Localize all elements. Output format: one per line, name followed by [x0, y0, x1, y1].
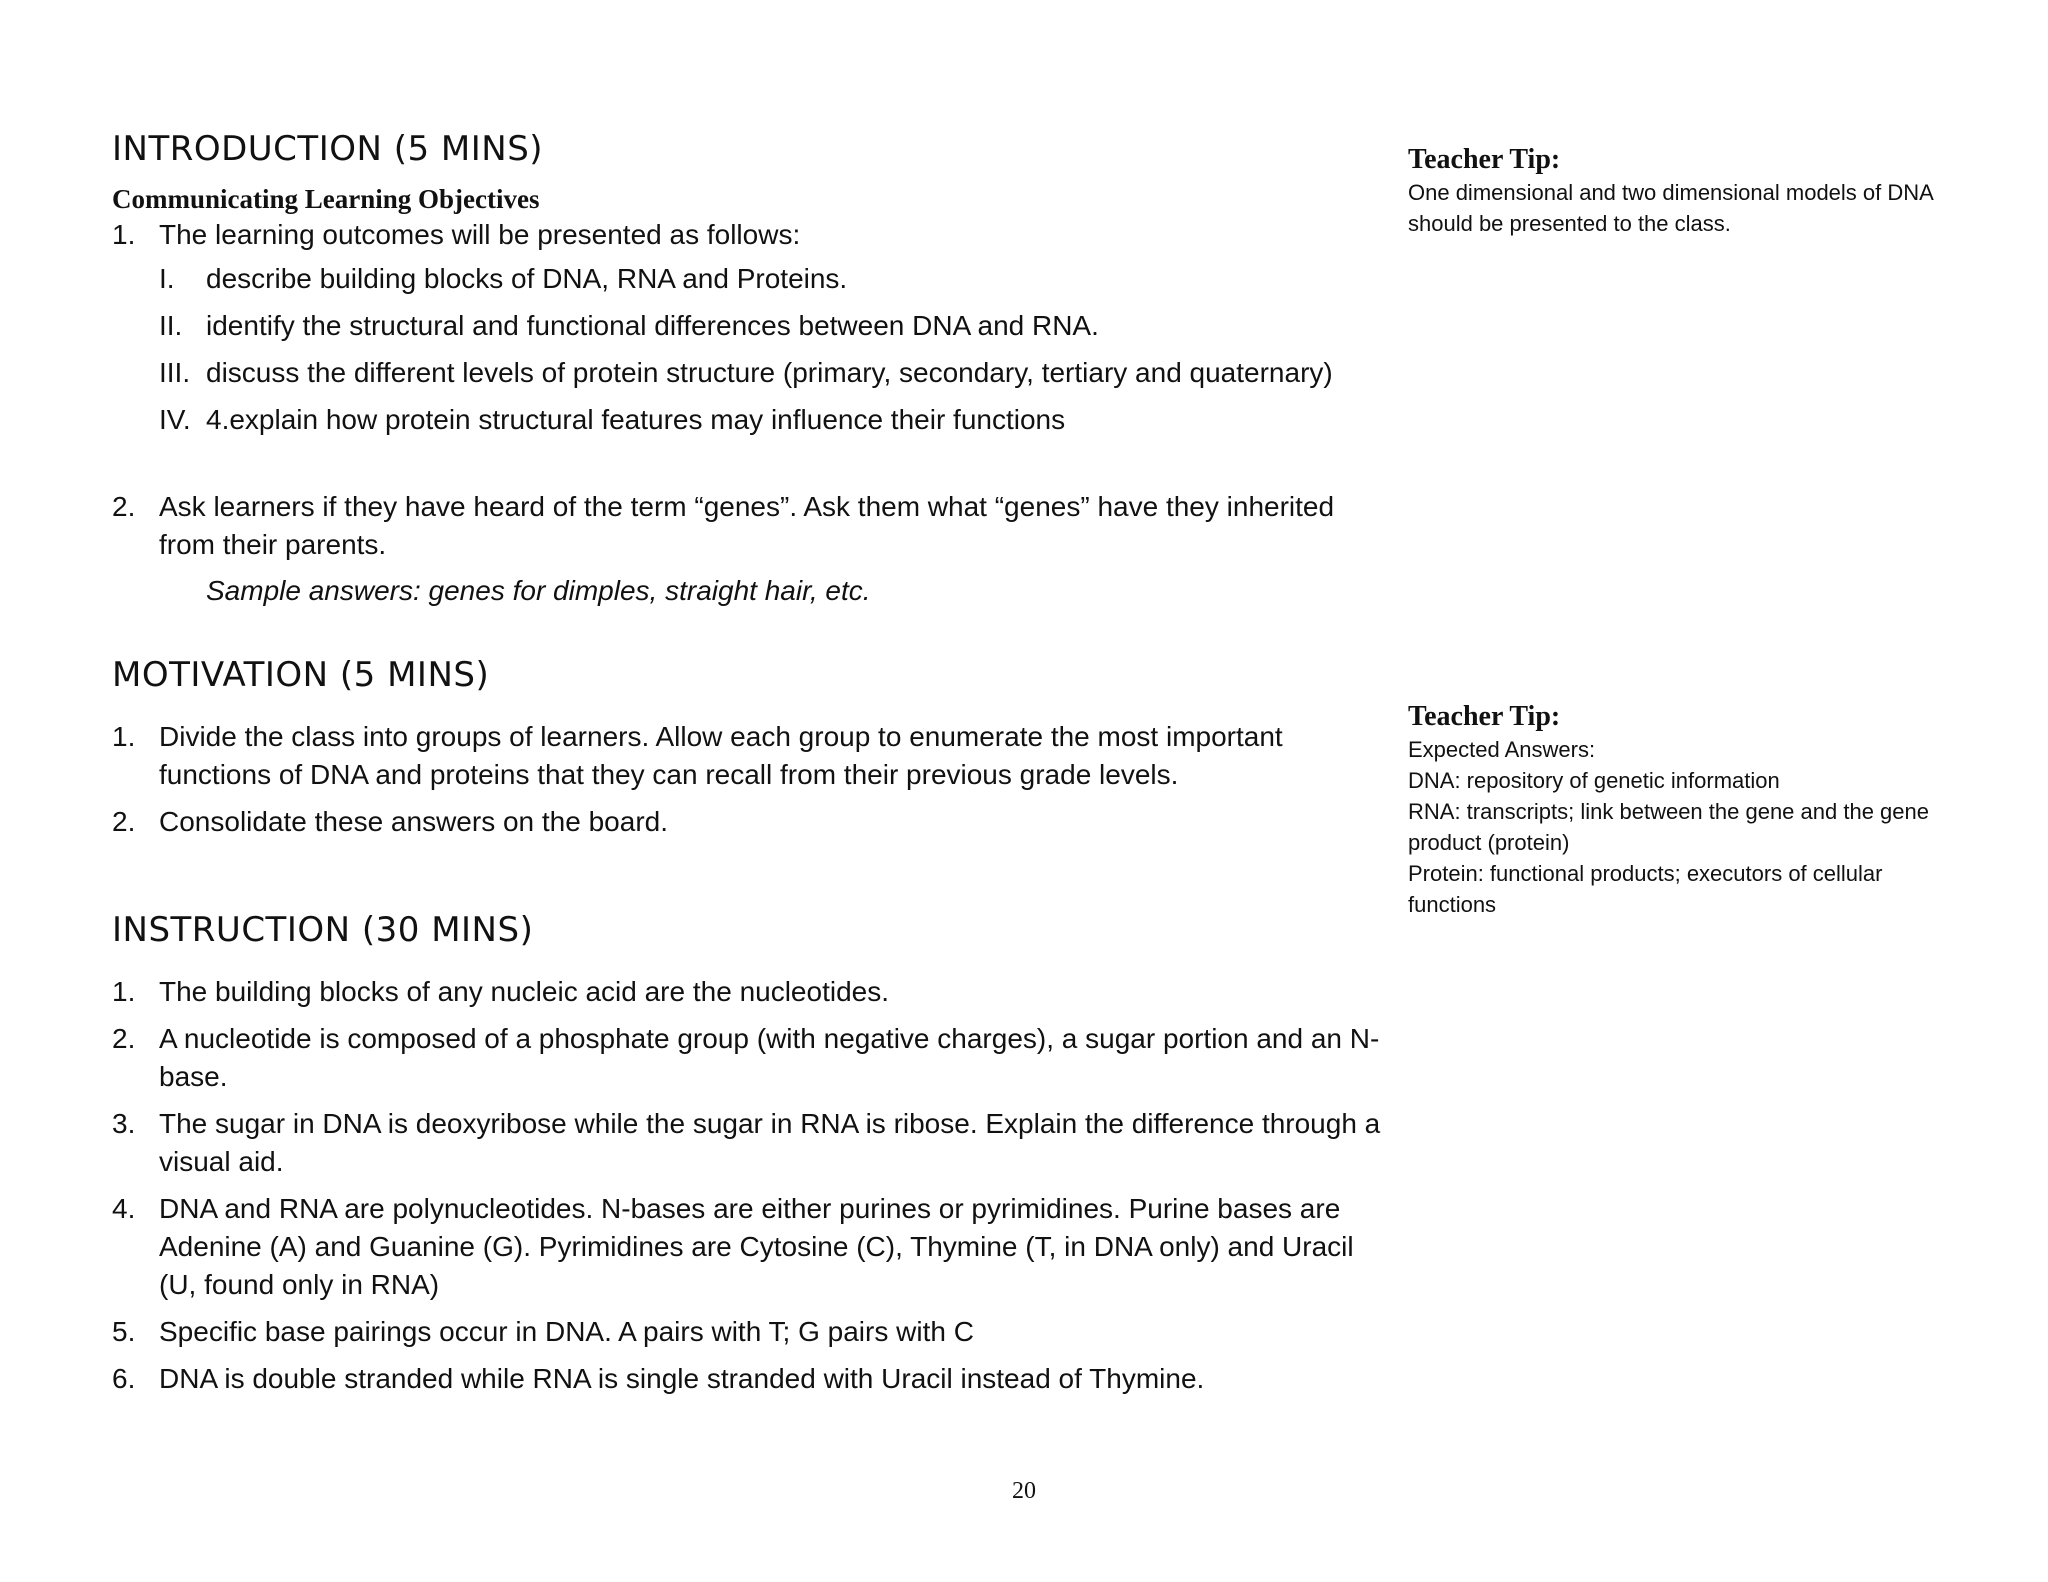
list-text: The sugar in DNA is deoxyribose while the sugar in RNA is ribose. Explain the difference through a visual aid. [159, 1108, 1381, 1177]
teacher-tip-box [1408, 143, 1948, 239]
list-item [112, 1020, 1382, 1096]
list-item [112, 1190, 1382, 1304]
objective-text: identify the structural and functional differences between DNA and RNA. [206, 310, 1099, 341]
spacer [112, 1096, 1382, 1105]
spacer [112, 951, 1382, 973]
objective-text: 4.explain how protein structural features may influence their functions [206, 404, 1066, 435]
spacer [112, 1011, 1382, 1020]
motivation-heading: MOTIVATION (5 MINS) [112, 655, 490, 695]
teacher-tip-line: One dimensional and two dimensional models of DNA should be presented to the class. [1408, 180, 1933, 236]
list-text: Specific base pairings occur in DNA. A pairs with T; G pairs with C [159, 1316, 974, 1347]
objective-text: describe building blocks of DNA, RNA and Proteins. [206, 263, 848, 294]
list-number: 1. [112, 976, 136, 1007]
objective-number: I. [159, 263, 175, 294]
list-number: 2. [112, 491, 136, 522]
list-text: The building blocks of any nucleic acid are the nucleotides. [159, 976, 889, 1007]
spacer [112, 1351, 1382, 1360]
objective-item [159, 401, 1382, 439]
list-text: Consolidate these answers on the board. [159, 806, 668, 837]
objective-number: IV. [159, 404, 191, 435]
list-item [112, 803, 1382, 841]
teacher-tip-line: Protein: functional products; executors of cellular functions [1408, 861, 1883, 917]
teacher-tip-line: RNA: transcripts; link between the gene and the gene product (protein) [1408, 799, 1929, 855]
teacher-tip-title: Teacher Tip: [1408, 144, 1561, 175]
objective-number: II. [159, 310, 183, 341]
spacer [112, 696, 1382, 718]
list-item [112, 488, 1382, 564]
list-number: 5. [112, 1316, 136, 1347]
spacer [112, 1304, 1382, 1313]
list-number: 1. [112, 721, 136, 752]
list-item [112, 216, 1382, 254]
list-item [112, 718, 1382, 794]
list-number: 6. [112, 1363, 136, 1394]
list-text: DNA is double stranded while RNA is single stranded with Uracil instead of Thymine. [159, 1363, 1205, 1394]
list-number: 2. [112, 1023, 136, 1054]
spacer [112, 794, 1382, 803]
main-content [112, 128, 1382, 1398]
list-text: The learning outcomes will be presented as follows: [159, 219, 801, 250]
teacher-tip-title: Teacher Tip: [1408, 701, 1561, 732]
spacer [112, 1181, 1382, 1190]
list-text: DNA and RNA are polynucleotides. N-bases are either purines or pyrimidines. Purine bases are Adenine (A) and Guanine (G). Pyrimidines are Cytosine (C), Thymine (T, in DNA only) and Uracil (U, found only in RNA) [159, 1193, 1354, 1300]
objective-item [159, 260, 1382, 298]
learning-objectives-subheading: Communicating Learning Objectives [112, 184, 540, 214]
objective-item [159, 354, 1382, 392]
list-item [112, 1313, 1382, 1351]
introduction-heading: INTRODUCTION (5 MINS) [112, 129, 544, 169]
list-item [112, 1360, 1382, 1398]
objective-text: discuss the different levels of protein structure (primary, secondary, tertiary and quaternary) [206, 357, 1333, 388]
teacher-tip-box [1408, 700, 1948, 920]
page-number: 20 [1012, 1478, 1036, 1504]
objectives-list [159, 260, 1382, 439]
spacer [112, 448, 1382, 488]
list-number: 2. [112, 806, 136, 837]
objective-number: III. [159, 357, 191, 388]
list-text: A nucleotide is composed of a phosphate group (with negative charges), a sugar portion and an N-base. [159, 1023, 1380, 1092]
sample-answer: Sample answers: genes for dimples, straight hair, etc. [206, 575, 871, 606]
list-text: Divide the class into groups of learners. Allow each group to enumerate the most important functions of DNA and proteins that they can recall from their previous grade levels. [159, 721, 1283, 790]
list-number: 1. [112, 219, 136, 250]
teacher-tip-line: DNA: repository of genetic information [1408, 768, 1780, 793]
list-item [112, 973, 1382, 1011]
list-number: 3. [112, 1108, 136, 1139]
list-number: 4. [112, 1193, 136, 1224]
list-item [112, 1105, 1382, 1181]
list-text: Ask learners if they have heard of the term “genes”. Ask them what “genes” have they inherited from their parents. [159, 491, 1335, 560]
teacher-tip-line: Expected Answers: [1408, 737, 1596, 762]
instruction-heading: INSTRUCTION (30 MINS) [112, 910, 534, 950]
objective-item [159, 307, 1382, 345]
